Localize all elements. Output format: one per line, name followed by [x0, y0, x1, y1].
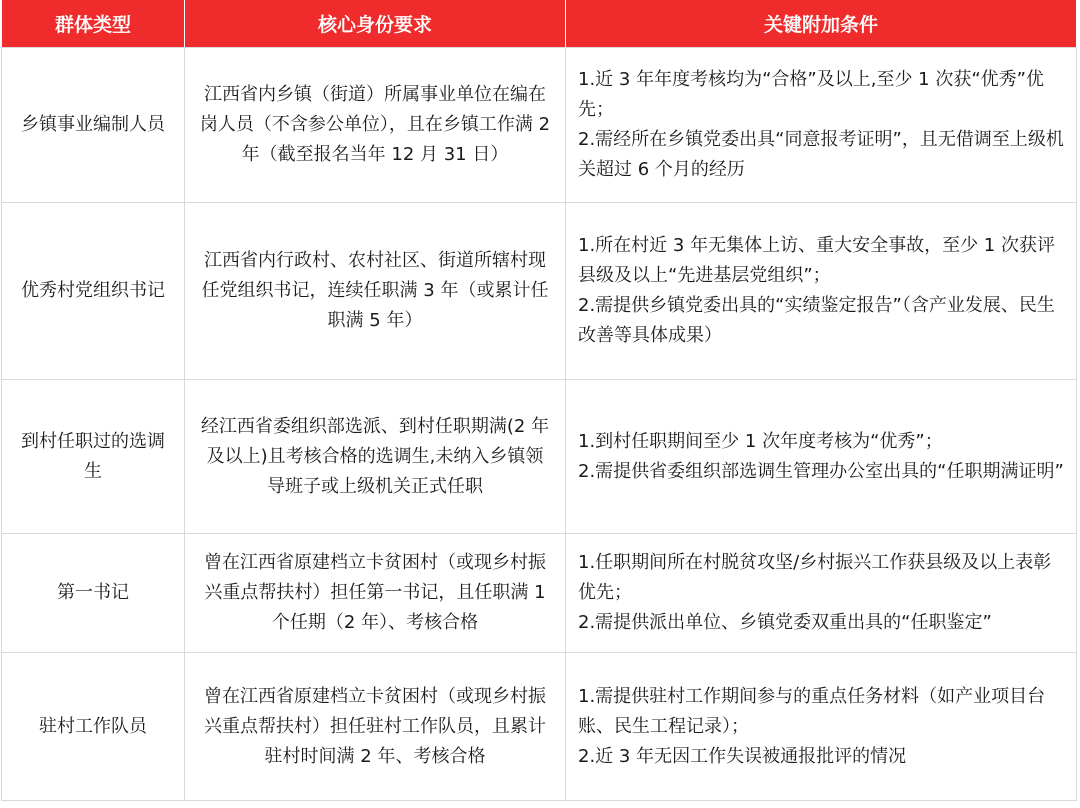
key-conditions-cell [566, 534, 1077, 653]
key-conditions-cell [566, 48, 1077, 203]
condition-2: 2.需提供省委组织部选调生管理办公室出具的“任职期满证明” [578, 460, 1064, 482]
table-row [2, 534, 1077, 653]
core-identity-cell: 经江西省委组织部选派、到村任职期满(2 年及以上)且考核合格的选调生,未纳入乡镇领导班子或上级机关正式任职 [185, 380, 566, 534]
condition-2: 2.需经所在乡镇党委出具“同意报考证明”，且无借调至上级机关超过 6 个月的经历 [578, 129, 1064, 180]
table-header-row [2, 0, 1077, 48]
header-group-type: 群体类型 [2, 0, 185, 48]
group-type-cell: 优秀村党组织书记 [2, 203, 185, 380]
key-conditions-cell [566, 380, 1077, 534]
condition-1: 1.所在村近 3 年无集体上访、重大安全事故，至少 1 次获评县级及以上“先进基层党组织”； [578, 235, 1055, 286]
core-identity-cell: 江西省内行政村、农村社区、街道所辖村现任党组织书记，连续任职满 3 年（或累计任职满 5 年） [185, 203, 566, 380]
condition-2: 2.近 3 年无因工作失误被通报批评的情况 [578, 745, 907, 767]
condition-2: 2.需提供派出单位、乡镇党委双重出具的“任职鉴定” [578, 612, 992, 633]
header-core-identity: 核心身份要求 [185, 0, 566, 48]
condition-1: 1.近 3 年年度考核均为“合格”及以上,至少 1 次获“优秀”优先； [578, 69, 1044, 120]
table-row [2, 380, 1077, 534]
header-key-conditions: 关键附加条件 [566, 0, 1077, 48]
group-type-cell: 第一书记 [2, 534, 185, 653]
key-conditions-cell [566, 203, 1077, 380]
condition-2: 2.需提供乡镇党委出具的“实绩鉴定报告”（含产业发展、民生改善等具体成果） [578, 295, 1055, 346]
requirements-table [1, 0, 1077, 801]
condition-1: 1.到村任职期间至少 1 次年度考核为“优秀”； [578, 430, 943, 452]
table-row [2, 203, 1077, 380]
group-type-cell: 驻村工作队员 [2, 653, 185, 801]
core-identity-cell: 曾在江西省原建档立卡贫困村（或现乡村振兴重点帮扶村）担任驻村工作队员，且累计驻村时间满 2 年、考核合格 [185, 653, 566, 801]
table-row [2, 48, 1077, 203]
core-identity-cell: 江西省内乡镇（街道）所属事业单位在编在岗人员（不含参公单位），且在乡镇工作满 2 年（截至报名当年 12 月 31 日） [185, 48, 566, 203]
condition-1: 1.需提供驻村工作期间参与的重点任务材料（如产业项目台账、民生工程记录）； [578, 685, 1046, 737]
key-conditions-cell [566, 653, 1077, 801]
table-row [2, 653, 1077, 801]
core-identity-cell: 曾在江西省原建档立卡贫困村（或现乡村振兴重点帮扶村）担任第一书记，且任职满 1 个任期（2 年）、考核合格 [185, 534, 566, 653]
condition-1: 1.任职期间所在村脱贫攻坚/乡村振兴工作获县级及以上表彰优先； [578, 552, 1052, 603]
group-type-cell: 到村任职过的选调生 [2, 380, 185, 534]
group-type-cell: 乡镇事业编制人员 [2, 48, 185, 203]
